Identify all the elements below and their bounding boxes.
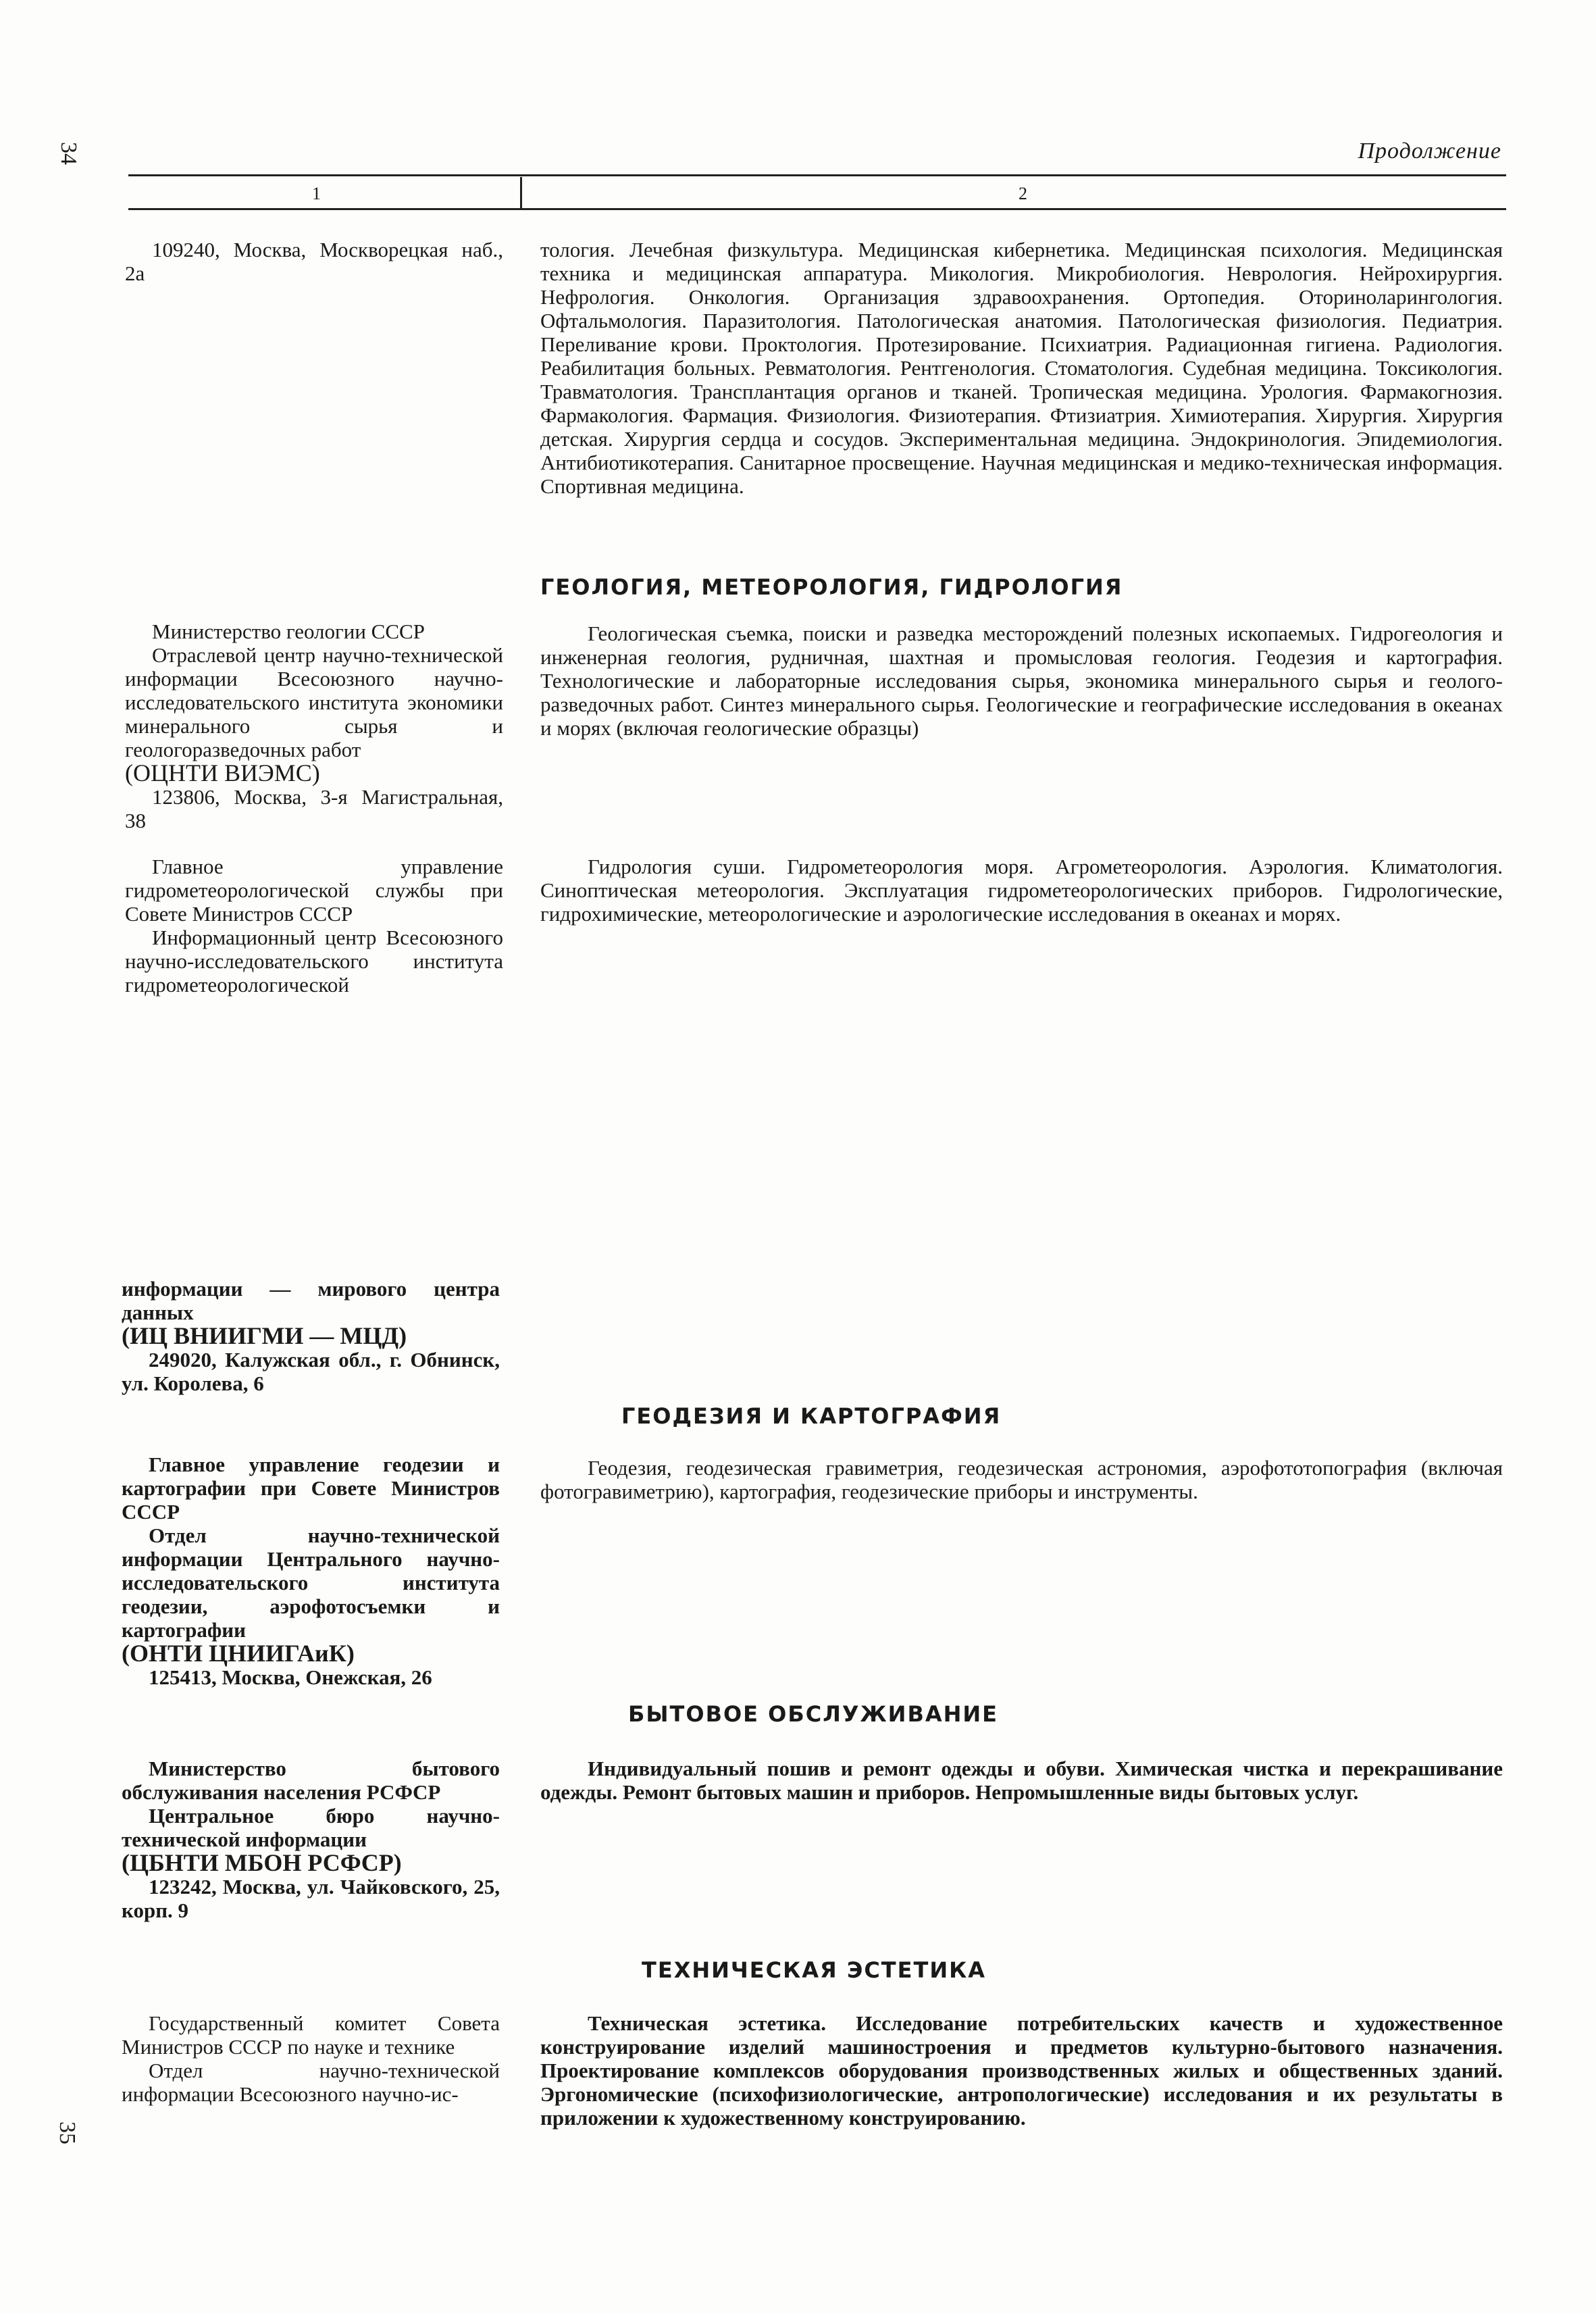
aesthetics-ministry: Государственный комитет Совета Министров СССР по науке и технике (122, 2011, 500, 2059)
services-address: 123242, Москва, ул. Чайковского, 25, корп. 9 (122, 1875, 500, 1922)
page-number-top: 34 (56, 142, 81, 165)
geology-center: Отраслевой центр научно-технической информации Всесоюзного научно-исследовательского института экономики минерального сырья и геологоразведочных работ (125, 643, 503, 761)
continued-label: Продолжение (1358, 139, 1501, 164)
header-rule-bottom (128, 208, 1506, 210)
geodesy-left (122, 1453, 500, 1689)
medicine-left (125, 238, 503, 285)
hydromet-description: Гидрология суши. Гидрометеорология моря. Агрометеорология. Аэрология. Климатология. Синоптическая метеорология. Эксплуатация гидрометеорологических приборов. Гидрологические, гидрохимические, метеорологические и аэрологические исследования в океанах и морях. (540, 855, 1503, 926)
medicine-address: 109240, Москва, Москворецкая наб., 2а (125, 238, 503, 285)
hydromet-left-bottom (122, 1277, 500, 1395)
geology-address: 123806, Москва, 3-я Магистральная, 38 (125, 785, 503, 832)
geodesy-description: Геодезия, геодезическая гравиметрия, геодезическая астрономия, аэрофототопография (включая фотогравиметрию), картография, геодезические приборы и инструменты. (540, 1456, 1503, 1503)
medicine-right (540, 238, 1503, 498)
aesthetics-heading: ТЕХНИЧЕСКАЯ ЭСТЕТИКА (642, 1957, 987, 1983)
services-description: Индивидуальный пошив и ремонт одежды и обуви. Химическая чистка и перекрашивание одежды. Ремонт бытовых машин и приборов. Непромышленные виды бытовых услуг. (540, 1757, 1503, 1804)
geodesy-address: 125413, Москва, Онежская, 26 (149, 1665, 432, 1689)
page-number-bottom: 35 (55, 2121, 80, 2144)
services-ministry: Министерство бытового обслуживания населения РСФСР (122, 1757, 500, 1804)
geology-entry1-left (125, 620, 503, 832)
geology-entry1-right (540, 622, 1503, 740)
aesthetics-left (122, 2011, 500, 2106)
geology-description: Геологическая съемка, поиски и разведка месторождений полезных ископаемых. Гидрогеология и инженерная геология, рудничная, шахтная и промысловая геология. Геодезия и картография. Технологические и лабораторные исследования сырья, экономика минерального сырья и геолого-разведочных работ. Синтез минерального сырья. Геологические и географические исследования в океанах и морях (включая геологические образцы) (540, 622, 1503, 740)
geology-abbr: (ОЦНТИ ВИЭМС) (125, 759, 320, 786)
column-header-2: 2 (1019, 184, 1027, 203)
column-divider (520, 177, 522, 208)
hydromet-center-cont: информации — мирового центра данных (122, 1277, 500, 1324)
medicine-description: тология. Лечебная физкультура. Медицинская кибернетика. Медицинская психология. Медицинская техника и медицинская аппаратура. Микология. Микробиология. Неврология. Нейрохирургия. Нефрология. Онкология. Организация здравоохранения. Ортопедия. Оториноларингология. Офтальмология. Паразитология. Патологическая анатомия. Патологическая физиология. Педиатрия. Переливание крови. Проктология. Протезирование. Психиатрия. Радиационная гигиена. Радиология. Реабилитация больных. Ревматология. Рентгенология. Стоматология. Судебная медицина. Токсикология. Травматология. Трансплантация органов и тканей. Тропическая медицина. Урология. Фармакогнозия. Фармакология. Фармация. Физиология. Физиотерапия. Фтизиатрия. Химиотерапия. Хирургия. Хирургия детская. Хирургия сердца и сосудов. Экспериментальная медицина. Эндокринология. Эпидемиология. Антибиотикотерапия. Санитарное просвещение. Научная медицинская и медико-техническая информация. Спортивная медицина. (540, 238, 1503, 498)
aesthetics-center: Отдел научно-технической информации Всесоюзного научно-ис- (122, 2059, 500, 2106)
column-header-1: 1 (312, 184, 321, 203)
geodesy-ministry: Главное управление геодезии и картографии при Совете Министров СССР (122, 1453, 500, 1524)
aesthetics-description: Техническая эстетика. Исследование потребительских качеств и художественное конструирование изделий машиностроения и предметов культурно-бытового назначения. Проектирование комплексов оборудования производственных жилых и общественных зданий. Эргономические (психофизиологические, антропологические) исследования и их результаты в приложении к художественному конструированию. (540, 2011, 1503, 2130)
services-abbr: (ЦБНТИ МБОН РСФСР) (122, 1849, 402, 1876)
geodesy-center: Отдел научно-технической информации Центрального научно-исследовательского института геодезии, аэрофотосъемки и картографии (122, 1524, 500, 1642)
services-heading: БЫТОВОЕ ОБСЛУЖИВАНИЕ (628, 1701, 999, 1727)
geodesy-abbr: (ОНТИ ЦНИИГАиК) (122, 1640, 355, 1667)
geology-heading: ГЕОЛОГИЯ, МЕТЕОРОЛОГИЯ, ГИДРОЛОГИЯ (540, 574, 1123, 600)
geology-ministry: Министерство геологии СССР (152, 620, 425, 643)
services-right (540, 1757, 1503, 1804)
hydromet-address: 249020, Калужская обл., г. Обнинск, ул. Королева, 6 (122, 1348, 500, 1395)
hydromet-abbr: (ИЦ ВНИИГМИ — МЦД) (122, 1322, 407, 1349)
services-center: Центральное бюро научно-технической информации (122, 1804, 500, 1851)
hydromet-right (540, 855, 1503, 926)
hydromet-ministry: Главное управление гидрометеорологической службы при Совете Министров СССР (125, 855, 503, 926)
header-rule-top (128, 174, 1506, 176)
geodesy-right (540, 1456, 1503, 1503)
services-left (122, 1757, 500, 1922)
hydromet-left-top (125, 855, 503, 997)
geodesy-heading: ГЕОДЕЗИЯ И КАРТОГРАФИЯ (621, 1403, 1002, 1429)
hydromet-center: Информационный центр Всесоюзного научно-исследовательского института гидрометеорологической (125, 926, 503, 997)
aesthetics-right (540, 2011, 1503, 2130)
